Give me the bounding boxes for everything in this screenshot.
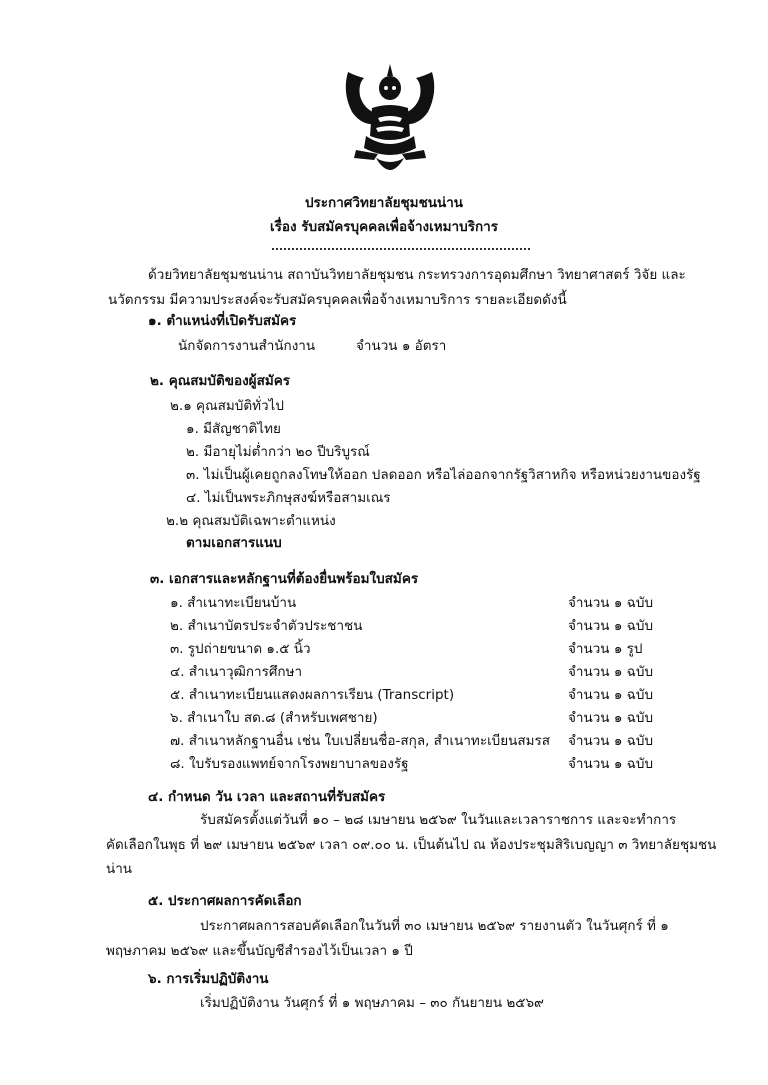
document-item: ๒. สำเนาบัตรประจำตัวประชาชน (170, 618, 363, 634)
general-qualifications-heading: ๒.๑ คุณสมบัติทั่วไป (170, 398, 284, 414)
section-4-line-1: รับสมัครตั้งแต่วันที่ ๑๐ – ๒๘ เมษายน ๒๕๖๙ ในวันและเวลาราชการ และจะทำการ (200, 812, 677, 828)
section-4-line-3: น่าน (106, 861, 133, 877)
section-5-heading: ๕. ประกาศผลการคัดเลือก (148, 893, 302, 909)
intro-line-2: นวัตกรรม มีความประสงค์จะรับสมัครบุคคลเพื่อจ้างเหมาบริการ รายละเอียดดังนี้ (108, 292, 567, 308)
specific-qualifications-note: ตามเอกสารแนบ (186, 535, 282, 551)
document-qty: จำนวน ๑ ฉบับ (568, 687, 654, 703)
section-5-line-2: พฤษภาคม ๒๕๖๙ และขึ้นบัญชีสำรองไว้เป็นเวลา ๑ ปี (106, 943, 413, 959)
qualification-item: ๔. ไม่เป็นพระภิกษุสงฆ์หรือสามเณร (186, 490, 391, 506)
section-5-line-1: ประกาศผลการสอบคัดเลือกในวันที่ ๓๐ เมษายน ๒๕๖๙ รายงานตัว ในวันศุกร์ ที่ ๑ (200, 918, 669, 934)
title-divider (272, 248, 530, 250)
qualification-item: ๓. ไม่เป็นผู้เคยถูกลงโทษให้ออก ปลดออก หรือไล่ออกจากรัฐวิสาหกิจ หรือหน่วยงานของรัฐ (186, 467, 701, 483)
section-1-heading: ๑. ตำแหน่งที่เปิดรับสมัคร (148, 313, 297, 329)
document-item: ๘. ใบรับรองแพทย์จากโรงพยาบาลของรัฐ (170, 756, 409, 772)
section-4-line-2: คัดเลือกในพุธ ที่ ๒๙ เมษายน ๒๕๖๙ เวลา ๐๙.๐๐ น. เป็นต้นไป ณ ห้องประชุมสิริเบญญา ๓ วิทยาลัยชุมชน (106, 837, 717, 853)
document-qty: จำนวน ๑ รูป (568, 641, 643, 657)
document-qty: จำนวน ๑ ฉบับ (568, 664, 654, 680)
specific-qualifications-heading: ๒.๒ คุณสมบัติเฉพาะตำแหน่ง (166, 513, 336, 529)
announcement-title: ประกาศวิทยาลัยชุมชนน่าน (304, 195, 464, 211)
qualification-item: ๑. มีสัญชาติไทย (186, 421, 281, 437)
document-item: ๓. รูปถ่ายขนาด ๑.๕ นิ้ว (170, 641, 311, 657)
document-item: ๗. สำเนาหลักฐานอื่น เช่น ใบเปลี่ยนชื่อ-สกุล, สำเนาทะเบียนสมรส (170, 733, 551, 749)
position-name: นักจัดการงานสำนักงาน (178, 338, 316, 354)
section-3-heading: ๓. เอกสารและหลักฐานที่ต้องยื่นพร้อมใบสมัคร (150, 571, 419, 587)
announcement-subject: เรื่อง รับสมัครบุคคลเพื่อจ้างเหมาบริการ (270, 219, 498, 235)
section-6-line-1: เริ่มปฏิบัติงาน วันศุกร์ ที่ ๑ พฤษภาคม – ๓๐ กันยายน ๒๕๖๙ (200, 995, 544, 1011)
garuda-emblem-icon (338, 62, 442, 182)
document-qty: จำนวน ๑ ฉบับ (568, 618, 654, 634)
document-item: ๑. สำเนาทะเบียนบ้าน (170, 595, 297, 611)
document-qty: จำนวน ๑ ฉบับ (568, 733, 654, 749)
document-item: ๖. สำเนาใบ สด.๘ (สำหรับเพศชาย) (170, 710, 378, 726)
document-qty: จำนวน ๑ ฉบับ (568, 756, 654, 772)
section-6-heading: ๖. การเริ่มปฏิบัติงาน (148, 971, 269, 987)
intro-line-1: ด้วยวิทยาลัยชุมชนน่าน สถาบันวิทยาลัยชุมชน กระทรวงการอุดมศึกษา วิทยาศาสตร์ วิจัย และ (148, 267, 686, 283)
qualification-item: ๒. มีอายุไม่ต่ำกว่า ๒๐ ปีบริบูรณ์ (186, 444, 370, 460)
section-4-heading: ๔. กำหนด วัน เวลา และสถานที่รับสมัคร (148, 789, 386, 805)
document-item: ๔. สำเนาวุฒิการศึกษา (170, 664, 303, 680)
position-quantity: จำนวน ๑ อัตรา (356, 338, 447, 354)
document-qty: จำนวน ๑ ฉบับ (568, 595, 654, 611)
document-qty: จำนวน ๑ ฉบับ (568, 710, 654, 726)
document-item: ๕. สำเนาทะเบียนแสดงผลการเรียน (Transcript) (170, 687, 455, 703)
section-2-heading: ๒. คุณสมบัติของผู้สมัคร (150, 373, 291, 389)
